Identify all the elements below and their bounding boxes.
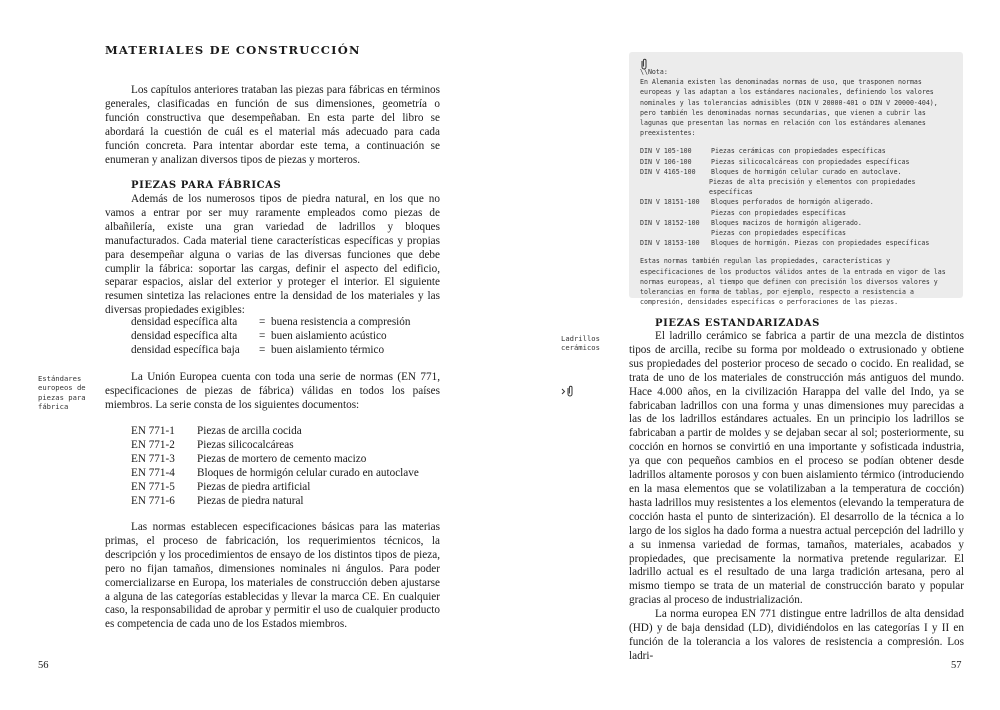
norm-desc: Piezas de arcilla cocida bbox=[197, 425, 302, 437]
norm-code: EN 771-4 bbox=[131, 466, 175, 479]
norm-code: EN 771-5 bbox=[131, 480, 175, 493]
din-code: DIN V 106-100 bbox=[640, 157, 692, 166]
din-desc: Piezas cerámicas con propiedades específicas bbox=[711, 147, 886, 156]
closing-text: Las normas establecen especificaciones básicas para las materias primas, el proceso de fabricación, los requerimientos técnicos, la descripción y los procedimientos de ensayo de los distintos tipos de pieza, pero no fijan tamaños, dimensiones nominales ni ángulos. Para poder comercializarse en Europa, los materiales de construcción deben ajustarse a alguna de las categorías establecidas y llevar la marca CE. En cualquier caso, la responsabilidad de aprobar y permitir el uso de cualquier producto es competencia de cada uno de los Estados miembros. bbox=[105, 521, 440, 631]
margin-note-estandares: Estándares europeos de piezas para fábrica bbox=[38, 374, 86, 412]
en771-list bbox=[131, 425, 441, 508]
norm-code: EN 771-2 bbox=[131, 438, 175, 451]
intro-paragraph bbox=[105, 84, 440, 167]
eu-paragraph bbox=[105, 371, 440, 413]
page-title: MATERIALES DE CONSTRUCCIÓN bbox=[105, 43, 361, 57]
din-desc: Bloques de hormigón. Piezas con propiedades específicas bbox=[711, 239, 930, 248]
din-code bbox=[640, 228, 711, 238]
norm-row bbox=[131, 439, 441, 453]
norm-code: EN 771-3 bbox=[131, 452, 175, 465]
note-intro: En Alemania existen las denominadas normas de uso, que trasponen normas europeas y las adaptan a los estándares nacionales, definiendo los valores nominales y las tolerancias admisibles (DIN V 20000-401 o DIN V 20000-404), pero también les denominadas normas secundarias, que vienen a cubrir las lagunas que presentan las normas en relación con los estándares alemanes preexistentes: bbox=[640, 78, 938, 138]
norm-desc: Bloques de hormigón celular curado en autoclave bbox=[197, 466, 419, 479]
page-number-left: 56 bbox=[38, 660, 49, 671]
section-paragraph bbox=[105, 193, 440, 318]
din-row bbox=[640, 228, 956, 238]
din-code: DIN V 18153-100 bbox=[640, 239, 700, 248]
closing-paragraph bbox=[105, 521, 440, 632]
norm-row bbox=[131, 425, 441, 439]
section-heading-piezas-fabricas: PIEZAS PARA FÁBRICAS bbox=[131, 180, 282, 191]
eu-text: La Unión Europea cuenta con toda una serie de normas (EN 771, especificaciones de piezas de fábrica) válidas en todos los países miembros. La serie consta de los siguientes documentos: bbox=[105, 371, 440, 411]
din-code bbox=[640, 208, 711, 218]
din-row bbox=[640, 146, 956, 156]
norm-row bbox=[131, 495, 441, 509]
norm-code: EN 771-1 bbox=[131, 425, 175, 437]
note-box bbox=[629, 52, 963, 307]
norm-code: EN 771-6 bbox=[131, 494, 175, 507]
norm-row bbox=[131, 453, 441, 467]
property-equals: = bbox=[259, 316, 266, 328]
din-desc: Bloques de hormigón celular curado en autoclave. bbox=[711, 167, 902, 176]
norm-row bbox=[131, 481, 441, 495]
norm-desc: Piezas de piedra natural bbox=[197, 494, 304, 507]
norm-desc: Piezas de mortero de cemento macizo bbox=[197, 452, 367, 465]
property-density: densidad específica baja bbox=[131, 343, 240, 356]
din-list bbox=[640, 146, 956, 248]
note-content bbox=[640, 67, 956, 307]
din-desc: Piezas de alta precisión y elementos con propiedades específicas bbox=[709, 178, 916, 197]
note-label: \\Nota: bbox=[640, 68, 668, 76]
din-code: DIN V 105-100 bbox=[640, 147, 692, 156]
din-row bbox=[640, 218, 956, 228]
arrow-paperclip-icon bbox=[561, 383, 575, 402]
din-row bbox=[640, 157, 956, 167]
din-desc: Piezas silicocalcáreas con propiedades específicas bbox=[711, 157, 910, 166]
margin-note-ladrillos: Ladrillos cerámicos bbox=[561, 334, 600, 353]
din-row bbox=[640, 177, 956, 197]
property-row bbox=[131, 316, 441, 330]
din-row bbox=[640, 238, 956, 248]
norm-desc: Piezas de piedra artificial bbox=[197, 480, 311, 493]
property-row bbox=[131, 344, 441, 358]
din-desc: Piezas con propiedades específicas bbox=[711, 208, 846, 217]
page-number-right: 57 bbox=[951, 660, 962, 671]
din-row bbox=[640, 197, 956, 207]
property-equals: = bbox=[259, 343, 266, 356]
property-effect: buen aislamiento térmico bbox=[271, 343, 385, 356]
din-desc: Bloques perforados de hormigón aligerado. bbox=[711, 198, 874, 207]
din-code: DIN V 18151-100 bbox=[640, 198, 700, 207]
en771-paragraph: La norma europea EN 771 distingue entre ladrillos de alta densidad (HD) y de baja densidad (LD), dividiéndolos en las categorías I y II en función de la tolerancia a los valores de resistencia a compresión. Los ladri- bbox=[629, 608, 964, 662]
din-row bbox=[640, 167, 956, 177]
norm-row bbox=[131, 467, 441, 481]
din-code: DIN V 18152-100 bbox=[640, 218, 700, 227]
din-desc: Bloques macizos de hormigón aligerado. bbox=[711, 218, 862, 227]
din-row bbox=[640, 208, 956, 218]
property-density: densidad específica alta bbox=[131, 316, 238, 328]
din-code: DIN V 4165-100 bbox=[640, 167, 696, 176]
property-equals: = bbox=[259, 329, 266, 342]
note-outro: Estas normas también regulan las propiedades, características y especificaciones de los productos válidos antes de la entrada en vigor de las normas europeas, al tiempo que definen con precisión los diversos valores y tolerancias en forma de tablas, por ejemplo, respecto a resistencia a compresión, densidades específicas o perforaciones de las piezas. bbox=[640, 257, 946, 307]
norm-desc: Piezas silicocalcáreas bbox=[197, 438, 294, 451]
property-density: densidad específica alta bbox=[131, 329, 238, 342]
brick-history-paragraph: El ladrillo cerámico se fabrica a partir de una mezcla de distintos tipos de arcilla, recibe su forma por moldeado o extrusionado y obtiene sus propiedades del posterior proceso de secado o cocido. En realidad, se trata de uno de los materiales de construcción más antiguos del mundo. Hace 4.000 años, en la civilización Harappa del valle del Indo, ya se fabricaban ladrillos con una forma y unas dimensiones muy parecidas a las de los ladrillos estándares actuales. En un principio los ladrillos se fabricaban a partir de moldes y se dejaban secar al sol; posteriormente, su cocción en hornos se convirtió en una importante y sofisticada industria, ya que con pequeños cambios en el proceso se podían obtener desde ladrillos altamente porosos y con buen aislamiento térmico (introduciendo en la masa elementos que se volatilizaban a la temperatura de cocción) hasta ladrillos muy resistentes a los elementos (elevando la temperatura de cocción hasta el punto de sinterización). El desarrollo de la técnica a lo largo de los siglos ha dado forma a nuestra actual percepción del ladrillo y a su inmensa variedad de formas, tamaños, materiales, acabados y propiedades, que precisamente la normativa pretende regularizar. El ladrillo actual es el resultado de una larga tradición artesana, pero al mismo tiempo se trata de un material de construcción barato y popular gracias al proceso de industrialización. bbox=[629, 330, 964, 607]
din-desc: Piezas con propiedades específicas bbox=[711, 229, 846, 238]
section-heading-piezas-estandarizadas: PIEZAS ESTANDARIZADAS bbox=[655, 318, 820, 329]
density-properties-list bbox=[131, 316, 441, 358]
din-code bbox=[640, 177, 709, 197]
property-effect: buen aislamiento acústico bbox=[271, 329, 387, 342]
right-main-text bbox=[629, 330, 964, 664]
property-effect: buena resistencia a compresión bbox=[271, 316, 411, 328]
property-row bbox=[131, 330, 441, 344]
intro-text: Los capítulos anteriores trataban las piezas para fábricas en términos generales, clasificadas en función de sus dimensiones, geometría o función constructiva que desempeñaban. En esta parte del libro se abordará la cuestión de cuál es el material más adecuado para cada función concreta. Para intentar abordar este tema, a continuación se enumeran y analizan diversos tipos de piezas y morteros. bbox=[105, 84, 440, 166]
section-text: Además de los numerosos tipos de piedra natural, en los que no vamos a entrar por ser muy raramente empleados como piezas de albañilería, existe una gran variedad de ladrillos y bloques manufacturados. Cada material tiene características específicas y propias para desempeñar alguna o varias de las diversas funciones que debe cumplir la fábrica: soportar las cargas, definir el aspecto del edificio, separar espacios, aislar del exterior y proteger el interior. El siguiente resumen sintetiza las relaciones entre la densidad de los materiales y las diversas propiedades exigibles: bbox=[105, 193, 440, 317]
